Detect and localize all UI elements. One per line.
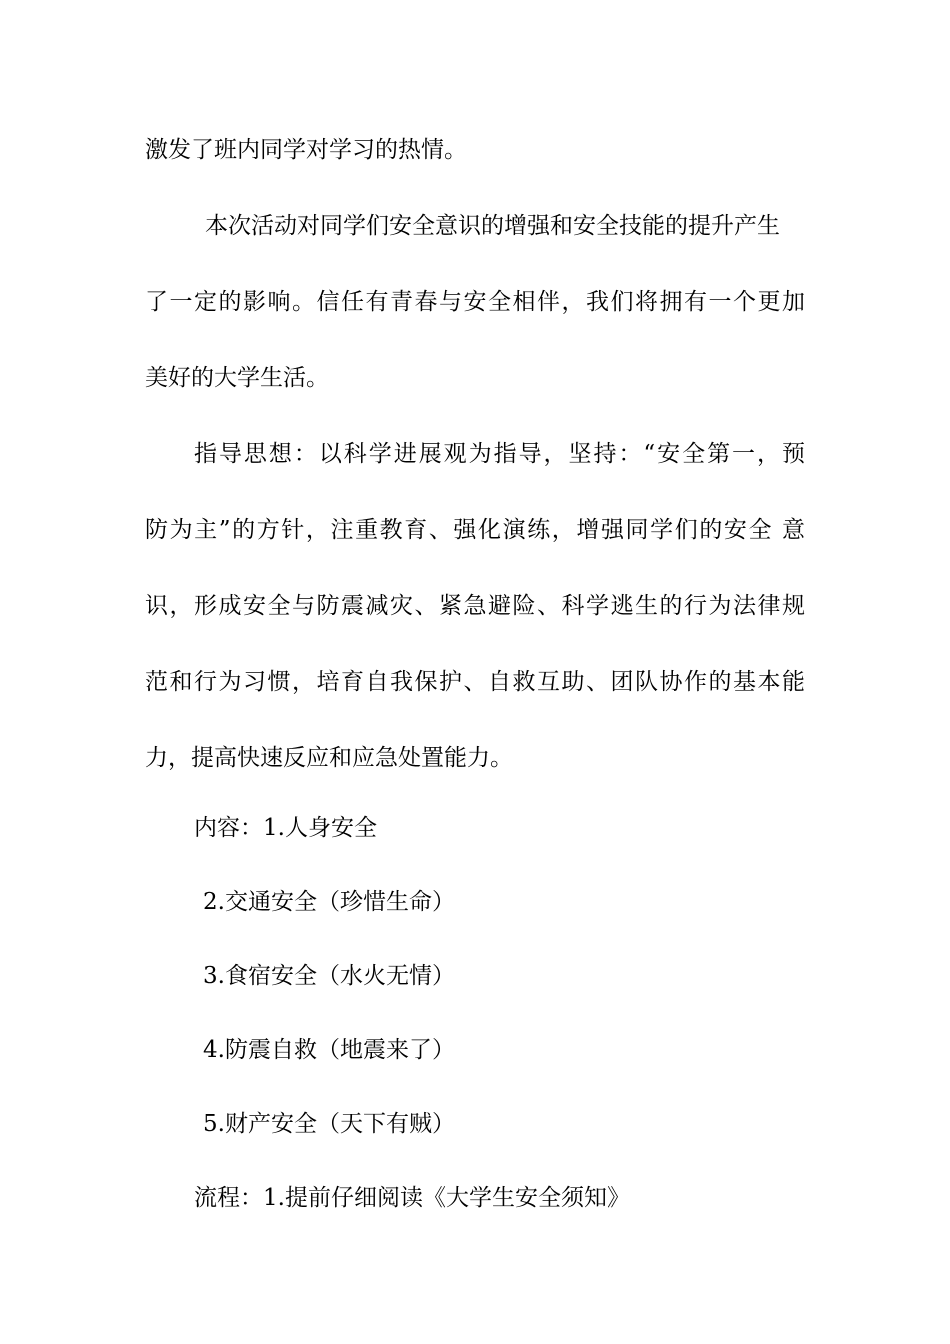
text-line: 4.防震自救（地震来了） [203, 1037, 455, 1063]
text-line: 识，形成安全与防震减灾、紧急避险、科学逃生的行为法律规 [145, 593, 805, 619]
text-line: 激发了班内同学对学习的热情。 [145, 137, 467, 163]
text-line: 了一定的影响。信任有青春与安全相伴，我们将拥有一个更加 [145, 289, 805, 315]
text-line: 力，提高快速反应和应急处置能力。 [145, 745, 513, 771]
text-line: 内容：1.人身安全 [194, 815, 377, 841]
text-line: 本次活动对同学们安全意识的增强和安全技能的提升产生 [205, 213, 780, 239]
text-line: 指导思想：以科学进展观为指导，坚持：“安全第一，预 [194, 441, 805, 467]
text-line: 3.食宿安全（水火无情） [203, 963, 455, 989]
text-line: 2.交通安全（珍惜生命） [203, 889, 455, 915]
text-line: 美好的大学生活。 [145, 365, 329, 391]
text-line: 范和行为习惯，培育自我保护、自救互助、团队协作的基本能 [145, 669, 805, 695]
text-line: 防为主”的方针，注重教育、强化演练，增强同学们的安全 意 [145, 517, 805, 543]
text-line: 流程：1.提前仔细阅读《大学生安全须知》 [194, 1185, 630, 1211]
text-line: 5.财产安全（天下有贼） [203, 1111, 455, 1137]
